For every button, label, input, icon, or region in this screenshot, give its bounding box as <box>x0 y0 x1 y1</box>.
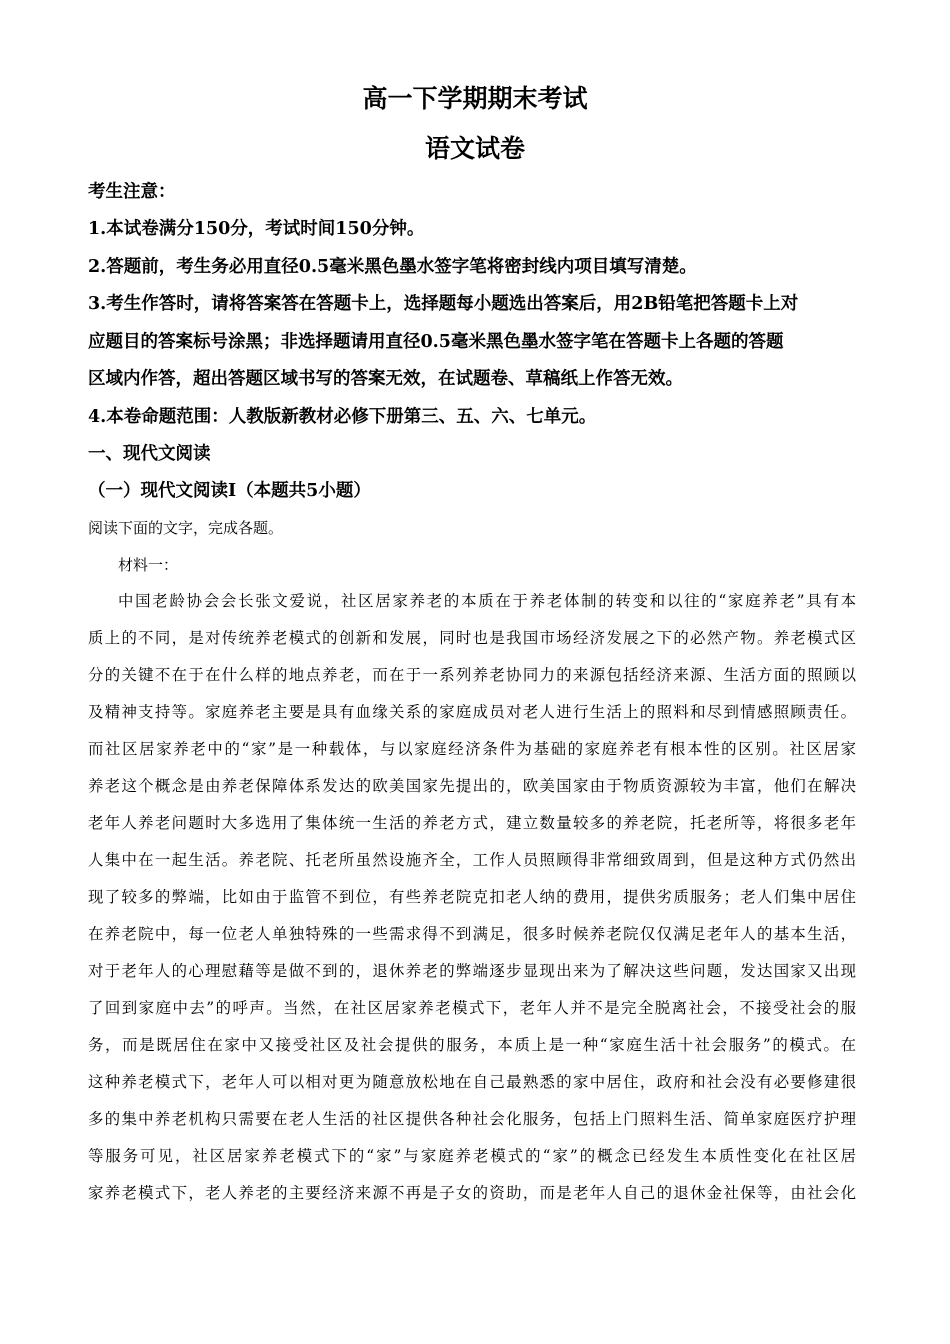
paragraph-line: 务，而是既居住在家中又接受社区及社会提供的服务，本质上是一种“家庭生活十社会服务”的模式。在 <box>88 1036 856 1054</box>
notice-item: 4.本卷命题范围：人教版新教材必修下册第三、五、六、七单元。 <box>88 407 597 427</box>
paragraph-line: 而社区居家养老中的“家”是一种载体，与以家庭经济条件为基础的家庭养老有根本性的区别。社区居家 <box>88 740 856 758</box>
paragraph-line: 养老这个概念是由养老保障体系发达的欧美国家先提出的，欧美国家由于物质资源较为丰富，他们在解决 <box>88 777 856 795</box>
notice-item: 3.考生作答时，请将答案答在答题卡上，选择题每小题选出答案后，用2B铅笔把答题卡上对 <box>88 294 799 314</box>
paragraph-line: 了回到家庭中去”的呼声。当然，在社区居家养老模式下，老年人并不是完全脱离社会，不接受社会的服 <box>88 999 856 1017</box>
paragraph-line: 对于老年人的心理慰藉等是做不到的，退休养老的弊端逐步显现出来为了解决这些问题，发达国家又出现 <box>88 962 856 980</box>
notice-item: 应题目的答案标号涂黑；非选择题请用直径0.5毫米黑色墨水签字笔在答题卡上各题的答题 <box>88 332 784 352</box>
exam-title: 高一下学期期末考试 <box>362 84 588 113</box>
section-heading: 一、现代文阅读 <box>88 444 211 464</box>
paragraph-line: 分的关键不在于在什么样的地点养老，而在于一系列养老协同力的来源包括经济来源、生活方面的照顾以 <box>88 666 856 684</box>
notice-heading: 考生注意： <box>88 182 176 202</box>
exam-subtitle: 语文试卷 <box>424 134 525 163</box>
paragraph-line: 多的集中养老机构只需要在老人生活的社区提供各种社会化服务，包括上门照料生活、简单家庭医疗护理 <box>88 1110 856 1128</box>
notice-item: 1.本试卷满分150分，考试时间150分钟。 <box>88 219 425 239</box>
paragraph-line: 现了较多的弊端，比如由于监管不到位，有些养老院克扣老人纳的费用，提供劣质服务；老人们集中居住 <box>88 888 856 906</box>
section-subheading: （一）现代文阅读Ⅰ（本题共5小题） <box>88 481 371 501</box>
paragraph-line: 人集中在一起生活。养老院、托老所虽然设施齐全，工作人员照顾得非常细致周到，但是这种方式仍然出 <box>88 851 856 869</box>
paragraph-line: 在养老院中，每一位老人单独特殊的一些需求得不到满足，很多时候养老院仅仅满足老年人的基本生活， <box>88 925 856 943</box>
material-label: 材料一： <box>118 556 179 574</box>
paragraph-line: 这种养老模式下，老年人可以相对更为随意放松地在自己最熟悉的家中居住，政府和社会没有必要修建很 <box>88 1073 856 1091</box>
paragraph-line: 质上的不同，是对传统养老模式的创新和发展，同时也是我国市场经济发展之下的必然产物。养老模式区 <box>88 629 856 647</box>
paragraph-line: 等服务可见，社区居家养老模式下的“家”与家庭养老模式的“家”的概念已经发生本质性变化在社区居 <box>88 1147 856 1165</box>
paragraph-line: 及精神支持等。家庭养老主要是具有血缘关系的家庭成员对老人进行生活上的照料和尽到情感照顾责任。 <box>88 703 856 721</box>
notice-item: 区域内作答，超出答题区域书写的答案无效，在试题卷、草稿纸上作答无效。 <box>88 369 683 389</box>
paragraph-line: 家养老模式下，老人养老的主要经济来源不再是子女的资助，而是老年人自己的退休金社保等，由社会化 <box>88 1184 856 1202</box>
notice-item: 2.答题前，考生务必用直径0.5毫米黑色墨水签字笔将密封线内项目填写清楚。 <box>88 257 697 277</box>
reading-instruction: 阅读下面的文字，完成各题。 <box>88 519 284 537</box>
paragraph-line: 老年人养老问题时大多选用了集体统一生活的养老方式，建立数量较多的养老院，托老所等，将很多老年 <box>88 814 856 832</box>
paragraph-line: 中国老龄协会会长张文爱说，社区居家养老的本质在于养老体制的转变和以往的“家庭养老”具有本 <box>118 592 856 610</box>
